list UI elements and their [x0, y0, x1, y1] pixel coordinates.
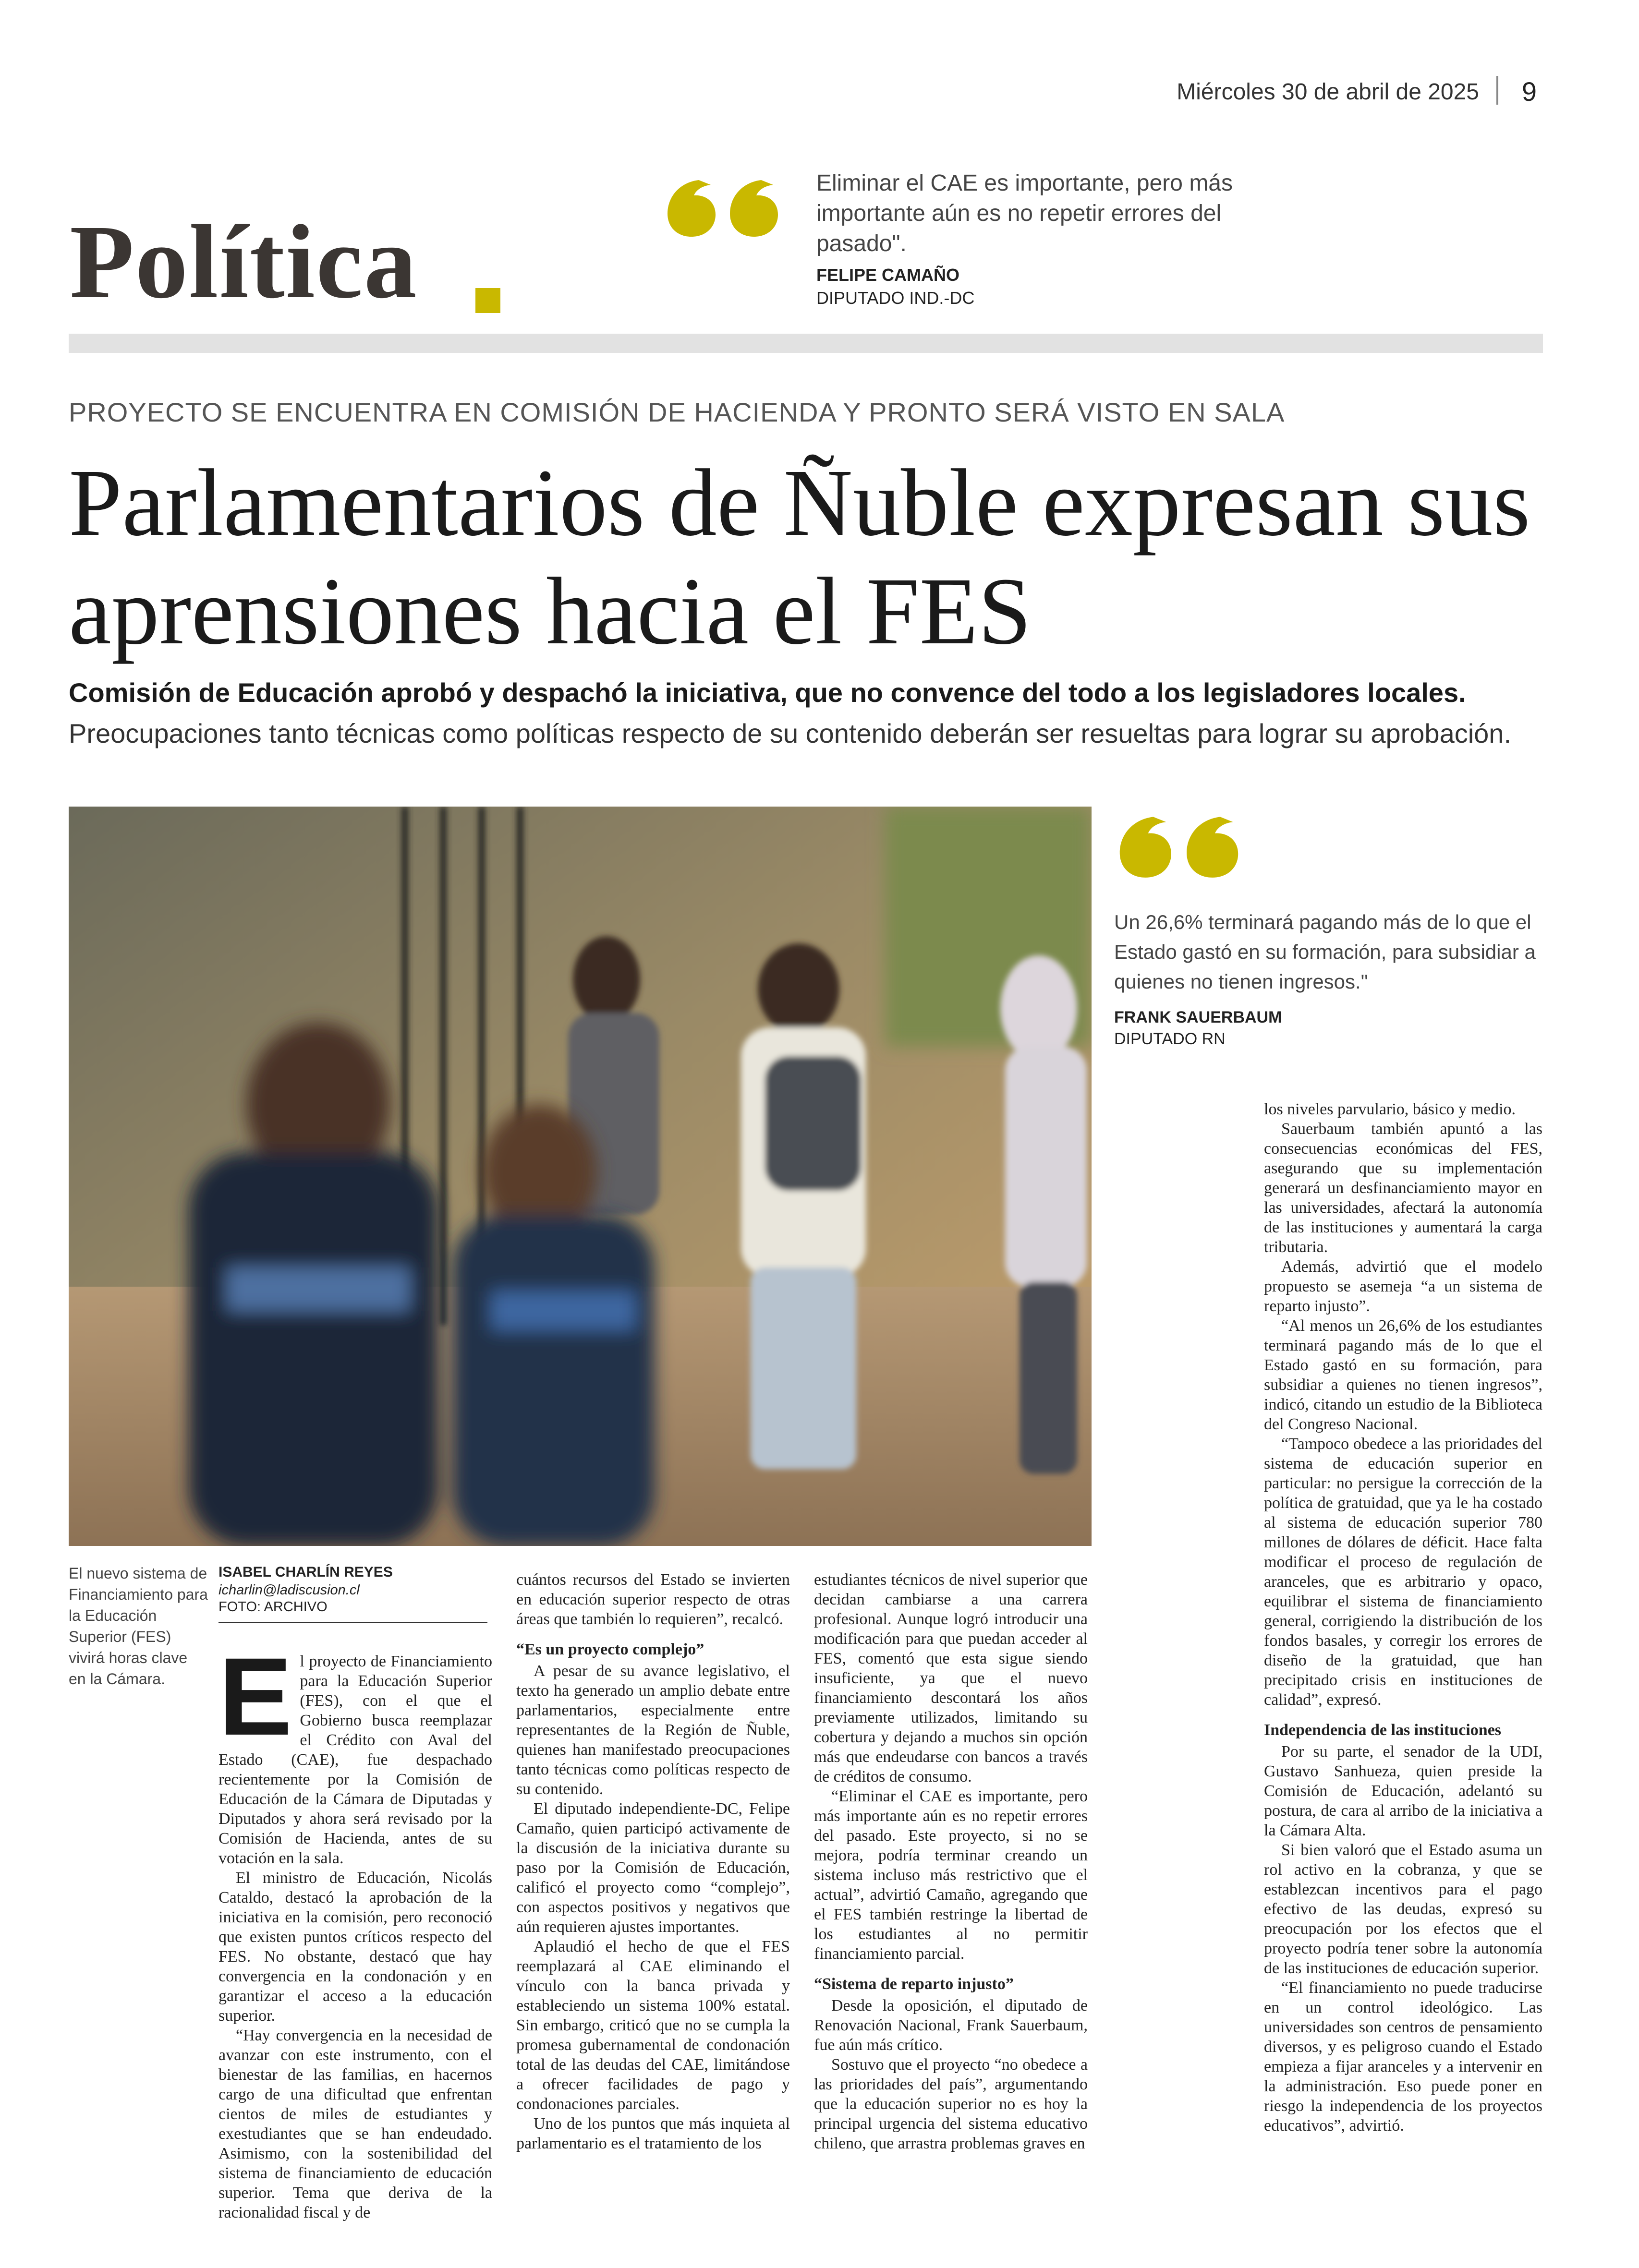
- section-divider-bar: [69, 334, 1543, 353]
- section-accent-dot: [475, 288, 500, 313]
- paragraph: A pesar de su avance legislativo, el texto ha generado un amplio debate entre parlamentarios, especialmente entre representantes de la Región de Ñuble, quienes han manifestado preocupaciones tanto técnicas como políticas respecto de su contenido.: [516, 1662, 790, 1798]
- paragraph: l proyecto de Financiamiento para la Educación Superior (FES), con el que el Gobierno busca reemplazar el Crédito con Aval del Estado (CAE), fue despachado recientemente por la Comisión de Educación de la Cámara de Diputadas y Diputados y ahora será revisado por la Comisión de Hacienda, antes de su votación en la sala.: [219, 1653, 492, 1867]
- subheading: Independencia de las instituciones: [1264, 1721, 1502, 1739]
- pull-quote-role: DIPUTADO IND.-DC: [816, 288, 975, 308]
- paragraph: Además, advirtió que el modelo propuesto se asemeja “a un sistema de reparto injusto”.: [1264, 1258, 1542, 1315]
- subheading: “Es un proyecto complejo”: [516, 1641, 704, 1658]
- article-photo: [69, 807, 1092, 1546]
- body-column-4: [1264, 1099, 1542, 2135]
- pull-quote-author: FELIPE CAMAÑO: [816, 265, 960, 285]
- paragraph: “Hay convergencia en la necesidad de avanzar con este instrumento, con el bienestar de las familias, en hacernos cargo de una dificultad que enfrentan cientos de miles de estudiantes y exestudiantes que se han endeudado. Asimismo, con la sostenibilidad del sistema de financiamiento de educación superior. Tema que deriva de la racionalidad fiscal y de: [219, 2027, 492, 2221]
- paragraph: Aplaudió el hecho de que el FES reemplazará al CAE eliminando el vínculo con la banca privada y estableciendo un sistema 100% estatal. Sin embargo, criticó que no se cumpla la promesa gubernamental de condonación total de las deudas del CAE, limitándose a ofrecer facilidades de pago y condonaciones parciales.: [516, 1938, 790, 2113]
- article-kicker: PROYECTO SE ENCUENTRA EN COMISIÓN DE HACIENDA Y PRONTO SERÁ VISTO EN SALA: [69, 397, 1285, 427]
- paragraph: Uno de los puntos que más inquieta al parlamentario es el tratamiento de los: [516, 2115, 790, 2152]
- body-column-2: [516, 1570, 790, 2153]
- paragraph: Desde la oposición, el diputado de Renovación Nacional, Frank Sauerbaum, fue aún más crítico.: [814, 1997, 1088, 2054]
- side-quote-author: FRANK SAUERBAUM: [1114, 1008, 1282, 1026]
- paragraph: “Eliminar el CAE es importante, pero más importante aún es no repetir errores del pasado. Este proyecto, si no se mejora, podría terminar creando un sistema incluso más restrictivo que el actual”, advirtió Camaño, agregando que el FES también restringe la libertad de los estudiantes al no permitir financiamiento parcial.: [814, 1787, 1088, 1963]
- paragraph: Si bien valoró que el Estado asuma un rol activo en la cobranza, y que se establezcan incentivos para el pago efectivo de las deudas, expresó su preocupación por los efectos que el proyecto podría tener sobre la autonomía de las instituciones de educación superior.: [1264, 1841, 1542, 1977]
- article-subhead: Preocupaciones tanto técnicas como políticas respecto de su contenido deberán ser resueltas para lograr su aprobación.: [69, 718, 1512, 748]
- byline-rule: [219, 1622, 487, 1623]
- section-title: Política: [70, 203, 418, 320]
- paragraph: El diputado independiente-DC, Felipe Camaño, quien participó activamente de la discusión de la iniciativa durante su paso por la Comisión de Educación, calificó el proyecto como “complejo”, con aspectos positivos y negativos que aún requieren ajustes importantes.: [516, 1800, 790, 1936]
- paragraph: “El financiamiento no puede traducirse en un control ideológico. Las universidades son centros de pensamiento diversos, y es peligroso cuando el Estado empieza a fijar aranceles y a intervenir en la administración. Eso puede poner en riesgo la independencia de los proyectos educativos”, advirtió.: [1264, 1979, 1542, 2135]
- byline: [219, 1564, 487, 1623]
- paragraph: “Tampoco obedece a las prioridades del sistema de educación superior en particular: no persigue la corrección de la política de gratuidad, que ya le ha costado al sistema de educación superior 780 millones de dólares de déficit. Hace falta modificar el proceso de regulación de aranceles, que es arbitrario y opaco, equilibrar el sistema de financiamiento general, corrigiendo la distribución de los fondos basales, y corregir los errores de diseño de la gratuidad, que han precipitado crisis en instituciones de calidad”, expresó.: [1264, 1435, 1542, 1709]
- page-header: [1153, 76, 1537, 119]
- byline-photo-credit: FOTO: ARCHIVO: [219, 1599, 328, 1615]
- paragraph: cuántos recursos del Estado se invierten en educación superior respecto de otras áreas que también lo requieren”, recalcó.: [516, 1571, 790, 1628]
- paragraph: Por su parte, el senador de la UDI, Gustavo Sanhueza, quien preside la Comisión de Educación, adelantó su postura, de cara al arribo de la iniciativa a la Cámara Alta.: [1264, 1743, 1542, 1839]
- article-subhead-bold: Comisión de Educación aprobó y despachó la iniciativa, que no convence del todo a los legisladores locales.: [69, 677, 1466, 708]
- page-number: 9: [1521, 76, 1537, 107]
- paragraph: los niveles parvulario, básico y medio.: [1264, 1100, 1516, 1118]
- quote-mark-icon: [1114, 807, 1244, 879]
- paragraph: Sauerbaum también apuntó a las consecuencias económicas del FES, asegurando que su implementación generará un desfinanciamiento mayor en las universidades, afectará la autonomía de las instituciones y aumentará la carga tributaria.: [1264, 1120, 1542, 1256]
- paragraph: estudiantes técnicos de nivel superior que decidan cambiarse a una carrera profesional. Aunque logró introducir una modificación para que puedan acceder al FES, comentó que esta sigue siendo insuficiente, ya que el nuevo financiamiento descontará los años previamente utilizados, limitando su cobertura y dejando a muchos sin opción más que endeudarse con bancos a través de créditos de consumo.: [814, 1571, 1088, 1785]
- byline-email: icharlin@ladiscusion.cl: [219, 1582, 360, 1598]
- paragraph: Sostuvo que el proyecto “no obedece a las prioridades del país”, argumentando que la educación superior no es hoy la principal urgencia del sistema educativo chileno, que arrastra problemas graves en: [814, 2056, 1088, 2152]
- issue-date: Miércoles 30 de abril de 2025: [1177, 79, 1479, 105]
- subheading: “Sistema de reparto injusto”: [814, 1975, 1014, 1993]
- pull-quote-text: Eliminar el CAE es importante, pero más importante aún es no repetir errores del pasado".: [816, 170, 1233, 256]
- article-headline: Parlamentarios de Ñuble expresan sus aprensiones hacia el FES: [69, 450, 1530, 664]
- quote-mark-icon: [665, 170, 780, 238]
- paragraph: “Al menos un 26,6% de los estudiantes terminará pagando más de lo que el Estado gastó en su formación, para subsidiar a quienes no tienen ingresos”, indicó, citando un estudio de la Biblioteca del Congreso Nacional.: [1264, 1317, 1542, 1433]
- side-quote-role: DIPUTADO RN: [1114, 1030, 1226, 1048]
- photo-caption: El nuevo sistema de Financiamiento para la Educación Superior (FES) vivirá horas clave en la Cámara.: [69, 1565, 208, 1688]
- body-column-3: [814, 1570, 1088, 2153]
- header-divider: [1496, 76, 1498, 105]
- drop-cap: E: [219, 1635, 292, 1758]
- side-quote-text: Un 26,6% terminará pagando más de lo que el Estado gastó en su formación, para subsidiar a quienes no tienen ingresos.": [1114, 911, 1536, 993]
- byline-author: ISABEL CHARLÍN REYES: [219, 1564, 393, 1580]
- paragraph: El ministro de Educación, Nicolás Cataldo, destacó la aprobación de la iniciativa en la comisión, pero reconoció que existen puntos críticos respecto del FES. No obstante, destacó que hay convergencia en la condonación y en garantizar el acceso a la educación superior.: [219, 1869, 492, 2025]
- body-column-1: [219, 1635, 492, 2222]
